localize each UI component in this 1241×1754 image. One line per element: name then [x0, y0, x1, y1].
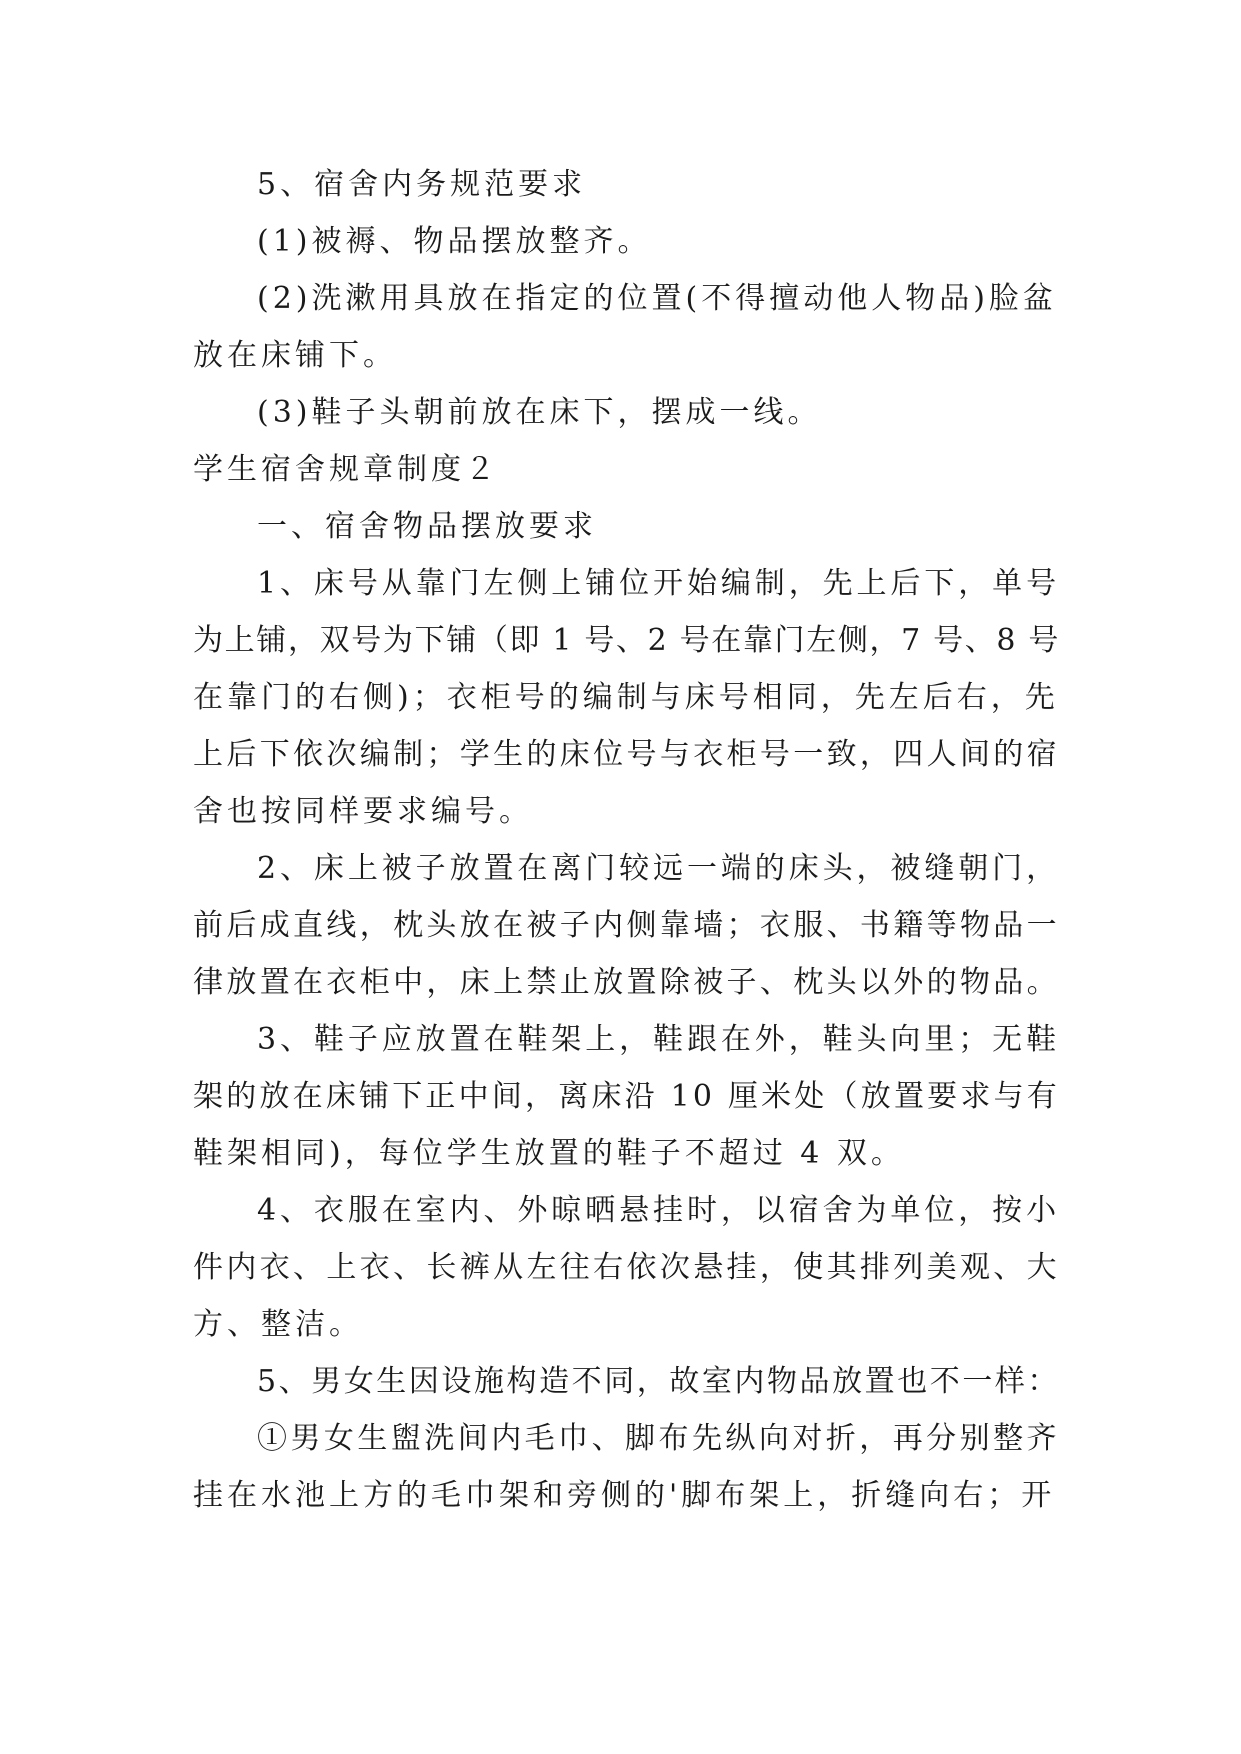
sub-item: (3)鞋子头朝前放在床下，摆成一线。	[257, 395, 822, 430]
paragraph-line: 在靠门的右侧)；衣柜号的编制与床号相同，先左后右，先	[193, 680, 1059, 715]
paragraph-line: 架的放在床铺下正中间，离床沿 10 厘米处（放置要求与有	[193, 1079, 1060, 1114]
paragraph-line: 件内衣、上衣、长裤从左往右依次悬挂，使其排列美观、大	[193, 1250, 1060, 1285]
section-heading: 一、宿舍物品摆放要求	[257, 509, 597, 544]
paragraph-line: 前后成直线，枕头放在被子内侧靠墙；衣服、书籍等物品一	[193, 908, 1060, 943]
paragraph-line: ①男女生盥洗间内毛巾、脚布先纵向对折，再分别整齐	[257, 1421, 1060, 1456]
paragraph-line: 挂在水池上方的毛巾架和旁侧的'脚布架上，折缝向右；开	[193, 1478, 1056, 1513]
paragraph-line: 为上铺，双号为下铺（即 1 号、2 号在靠门左侧，7 号、8 号	[193, 623, 1060, 658]
paragraph-line: 鞋架相同)，每位学生放置的鞋子不超过 4 双。	[193, 1136, 905, 1171]
sub-item-continuation: 放在床铺下。	[193, 338, 397, 373]
paragraph-line: 2、床上被子放置在离门较远一端的床头，被缝朝门，	[257, 851, 1060, 886]
paragraph-line: 4、衣服在室内、外晾晒悬挂时，以宿舍为单位，按小	[257, 1193, 1060, 1228]
paragraph-line: 舍也按同样要求编号。	[193, 794, 533, 829]
paragraph-line: 1、床号从靠门左侧上铺位开始编制，先上后下，单号	[257, 566, 1060, 601]
paragraph-line: 5、男女生因设施构造不同，故室内物品放置也不一样：	[257, 1364, 1060, 1399]
item-heading: 5、宿舍内务规范要求	[257, 167, 587, 202]
paragraph-line: 方、整洁。	[193, 1307, 363, 1342]
sub-item: (1)被褥、物品摆放整齐。	[257, 224, 652, 259]
sub-item: (2)洗漱用具放在指定的位置(不得擅动他人物品)脸盆	[257, 281, 1057, 316]
section-title: 学生宿舍规章制度２	[193, 452, 499, 487]
paragraph-line: 3、鞋子应放置在鞋架上，鞋跟在外，鞋头向里；无鞋	[257, 1022, 1060, 1057]
paragraph-line: 上后下依次编制；学生的床位号与衣柜号一致，四人间的宿	[193, 737, 1060, 772]
paragraph-line: 律放置在衣柜中，床上禁止放置除被子、枕头以外的物品。	[193, 965, 1060, 1000]
